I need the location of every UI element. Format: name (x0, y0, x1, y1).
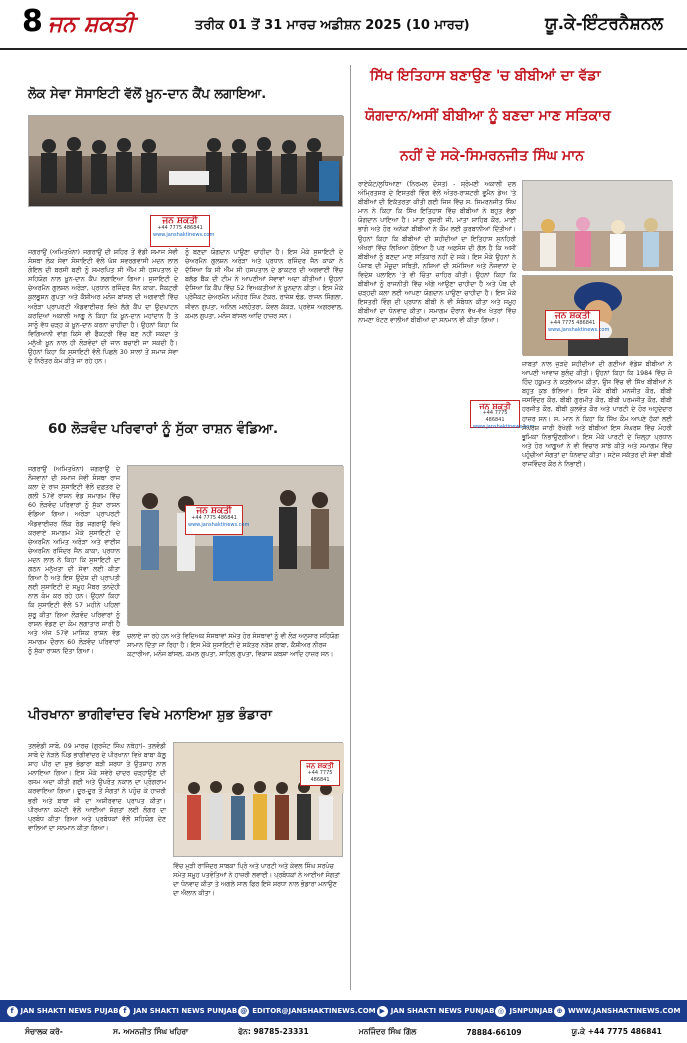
footer-label: JAN SHAKTI NEWS PUNJAB (133, 1007, 238, 1015)
credit-item: ਫੋਨ: 98785-23331 (238, 1027, 309, 1036)
footer-facebook-1[interactable] (7, 1006, 119, 1017)
footer-label: JAN SHAKTI NEWS PUNJAB (390, 1007, 495, 1015)
ad-url: www.janshaktinews.com (548, 327, 610, 333)
masthead (0, 0, 687, 50)
story4-photo-top (522, 180, 672, 270)
story4-col2: ਜ਼ਾਬਤਾਂ ਨਾਲ ਜੁੜਦੇ ਸ਼ਹੀਦੀਆਂ ਦੀ ਗਣੀਆਂ ਵੱਡੇਸ਼ ਬੀਬੀਆਂ ਨੇ ਆਪਣੀ ਆਵਾਜ਼ ਬੁਲੰਦ ਕੀਤੀ। ਉਹਨਾਂ ਕਿਹਾ ਕਿ 1984 ਵਿੱਚ ਜੋ ਹਿੰਦ ਹਕੂਮਤ ਨੇ ਕਤਲੇਆਮ ਕੀਤਾ, ਉਸ ਵਿੱਚ ਵੀ ਸਿੱਖ ਬੀਬੀਆਂ ਨੇ ਬਹੁਤ ਕੁਝ ਝੱਲਿਆ। ਇਸ ਮੌਕੇ ਬੀਬੀ ਮਨਜੀਤ ਕੌਰ, ਬੀਬੀ ਜਸਵਿੰਦਰ ਕੌਰ, ਬੀਬੀ ਗੁਰਮੀਤ ਕੌਰ, ਬੀਬੀ ਪਰਮਜੀਤ ਕੌਰ, ਬੀਬੀ ਹਰਜੀਤ ਕੌਰ, ਬੀਬੀ ਕੁਲਵੰਤ ਕੌਰ ਅਤੇ ਪਾਰਟੀ ਦੇ ਹੋਰ ਅਹੁਦੇਦਾਰ ਹਾਜ਼ਰ ਸਨ। ਸ. ਮਾਨ ਨੇ ਕਿਹਾ ਕਿ ਸਿੱਖ ਕੌਮ ਆਪਣੇ ਹੱਕਾਂ ਲਈ ਸੰਘਰਸ਼ ਜਾਰੀ ਰੱਖੇਗੀ ਅਤੇ ਬੀਬੀਆਂ ਇਸ ਸੰਘਰਸ਼ ਵਿੱਚ ਮੋਹਰੀ ਭੂਮਿਕਾ ਨਿਭਾਉਣਗੀਆਂ। ਇਸ ਮੌਕੇ ਪਾਰਟੀ ਦੇ ਜ਼ਿਲ੍ਹਾ ਪ੍ਰਧਾਨ ਅਤੇ ਹੋਰ ਆਗੂਆਂ ਨੇ ਵੀ ਵਿਚਾਰ ਸਾਂਝੇ ਕੀਤੇ ਅਤੇ ਸਮਾਗਮ ਵਿੱਚ ਪਹੁੰਚੀਆਂ ਸੰਗਤਾਂ ਦਾ ਧੰਨਵਾਦ ਕੀਤਾ। ਸਟੇਜ ਸਕੱਤਰ ਦੀ ਸੇਵਾ ਬੀਬੀ ਰਾਜਵਿੰਦਰ ਕੌਰ ਨੇ ਨਿਭਾਈ। (522, 361, 672, 469)
story2-headline: 60 ਲੋੜਵੰਦ ਪਰਿਵਾਰਾਂ ਨੂੰ ਸੁੱਕਾ ਰਾਸ਼ਨ ਵੰਡਿਆ. (48, 421, 279, 437)
youtube-icon: ▶ (377, 1006, 388, 1017)
story1-ad-badge (150, 215, 215, 247)
footer-label: EDITOR@JANSHAKTINEWS.COM (252, 1007, 376, 1015)
ad-phone: +44 7775 486841 (191, 515, 237, 521)
brand-logo: ਜਨ ਸ਼ਕਤੀ (48, 12, 135, 37)
story4-col1: ਰਾਏਕੋਟ/ਲੁਧਿਆਣਾ (ਨਿਰਮਲ ਦੋਸਤ) - ਸ਼੍ਰੋਮਣੀ ਅਕਾਲੀ ਦਲ ਅੰਮ੍ਰਿਤਸਰ ਦੇ ਇਸਤਰੀ ਵਿੰਗ ਵੱਲੋਂ ਅੰਤਰ-ਰਾਸ਼ਟਰੀ ਵੂਮੈਨ ਡੇਅ 'ਤੇ ਬੀਬੀਆਂ ਦੀ ਇਕੱਤਰਤਾ ਕੀਤੀ ਗਈ ਜਿਸ ਵਿੱਚ ਸ. ਸਿਮਰਨਜੀਤ ਸਿੰਘ ਮਾਨ ਨੇ ਕਿਹਾ ਕਿ ਸਿੱਖ ਇਤਿਹਾਸ ਵਿੱਚ ਬੀਬੀਆਂ ਨੇ ਬਹੁਤ ਵੱਡਾ ਯੋਗਦਾਨ ਪਾਇਆ ਹੈ। ਮਾਤਾ ਗੁਜਰੀ ਜੀ, ਮਾਤਾ ਸਾਹਿਬ ਕੌਰ, ਮਾਈ ਭਾਗੋ ਅਤੇ ਹੋਰ ਅਨੇਕਾਂ ਬੀਬੀਆਂ ਨੇ ਕੌਮ ਲਈ ਕੁਰਬਾਨੀਆਂ ਦਿੱਤੀਆਂ। ਉਹਨਾਂ ਕਿਹਾ ਕਿ ਬੀਬੀਆਂ ਦੀ ਸ਼ਹੀਦੀਆਂ ਦਾ ਇਤਿਹਾਸ ਸੁਨਹਿਰੀ ਅੱਖਰਾਂ ਵਿੱਚ ਲਿਖਿਆ ਹੋਇਆ ਹੈ ਪਰ ਅਫ਼ਸੋਸ ਦੀ ਗੱਲ ਹੈ ਕਿ ਅਸੀਂ ਬੀਬੀਆਂ ਨੂੰ ਬਣਦਾ ਮਾਣ ਸਤਿਕਾਰ ਨਹੀਂ ਦੇ ਸਕੇ। ਇਸ ਮੌਕੇ ਉਹਨਾਂ ਨੇ ਪੰਜਾਬ ਦੀ ਮੌਜੂਦਾ ਸਥਿਤੀ, ਨਸ਼ਿਆਂ ਦੀ ਸਮੱਸਿਆ ਅਤੇ ਨੌਜਵਾਨਾਂ ਦੇ ਵਿਦੇਸ਼ ਪਲਾਇਨ 'ਤੇ ਵੀ ਚਿੰਤਾ ਜ਼ਾਹਿਰ ਕੀਤੀ। ਉਹਨਾਂ ਕਿਹਾ ਕਿ ਬੀਬੀਆਂ ਨੂੰ ਰਾਜਨੀਤੀ ਵਿੱਚ ਅੱਗੇ ਆਉਣਾ ਚਾਹੀਦਾ ਹੈ ਅਤੇ ਪੰਥ ਦੀ ਚੜ੍ਹਦੀ ਕਲਾ ਲਈ ਆਪਣਾ ਯੋਗਦਾਨ ਪਾਉਣਾ ਚਾਹੀਦਾ ਹੈ। ਇਸ ਮੌਕੇ ਇਸਤਰੀ ਵਿੰਗ ਦੀ ਪ੍ਰਧਾਨ ਬੀਬੀ ਨੇ ਵੀ ਸੰਬੋਧਨ ਕੀਤਾ ਅਤੇ ਸਮੂਹ ਬੀਬੀਆਂ ਦਾ ਧੰਨਵਾਦ ਕੀਤਾ। ਸਮਾਗਮ ਦੌਰਾਨ ਵੱਖ-ਵੱਖ ਖੇਤਰਾਂ ਵਿੱਚ ਨਾਮਣਾ ਖੱਟਣ ਵਾਲੀਆਂ ਬੀਬੀਆਂ ਦਾ ਸਨਮਾਨ ਵੀ ਕੀਤਾ ਗਿਆ। (358, 181, 516, 325)
ad-logo: ਜਨ ਸ਼ਕਤੀ (162, 216, 198, 226)
ad-logo: ਜਨ ਸ਼ਕਤੀ (306, 762, 334, 770)
footer-social-bar (0, 1000, 687, 1022)
footer-label: JAN SHAKTI NEWS PUJAB (20, 1007, 119, 1015)
globe-icon: ⊕ (554, 1006, 565, 1017)
story1-col1: ਜਗਰਾਉਂ (ਅਮਿਤਖੰਨਾ) ਜਗਰਾਉਂ ਦੀ ਸ਼ਹਿਰ ਤੋਂ ਵੱਡੀ ਸਮਾਜ ਸੇਵੀ ਸੰਸਥਾ ਲੋਕ ਸੇਵਾ ਸੋਸਾਇਟੀ ਵੱਲੋਂ ਘੱਸ ਸਵਰਗਵਾਸੀ ਮਦਨ ਲਾਲ ਗੋਇਲ ਦੀ ਬਰਸੀ ਬਣੀ ਨੂੰ ਸਮਰਪਿਤ ਸੀ ਐੱਮ ਸੀ ਹਸਪਤਾਲ ਦੇ ਸਹਿਯੋਗ ਨਾਲ ਖ਼ੂਨ-ਦਾਨ ਕੈਂਪ ਲਗਾਇਆ ਗਿਆ। ਸੁਸਾਇਟੀ ਦੇ ਚੇਅਰਮੈਨ ਗੁਲਸ਼ਨ ਅਰੋੜਾ, ਪ੍ਰਧਾਨ ਰਜਿੰਦਰ ਜੈਨ ਕਾਕਾ, ਸੈਕਟਰੀ ਕੁਲਭੂਸ਼ਨ ਗੁਪਤਾ ਅਤੇ ਕੈਸ਼ੀਅਰ ਮਨੋਜ ਬਾਂਸਲ ਦੀ ਅਗਵਾਈ ਵਿੱਚ ਅਰੋੜਾ ਪ੍ਰਾਪਰਟੀ ਐਡਵਾਈਜ਼ਰ ਵਿਖੇ ਲੱਗੇ ਕੈਂਪ ਦਾ ਉਦਘਾਟਨ ਕਰਦਿਆਂ ਅਕਾਲੀ ਆਗੂ ਨੇ ਕਿਹਾ ਕਿ ਖ਼ੂਨ-ਦਾਨ ਮਹਾਂਦਾਨ ਹੈ ਤੇ ਸਾਨੂੰ ਵੱਧ ਚੜ੍ਹ ਕੇ ਖ਼ੂਨ-ਦਾਨ ਕਰਨਾ ਚਾਹੀਦਾ ਹੈ। ਉਹਨਾਂ ਕਿਹਾ ਕਿ ਵਿਗਿਆਨੀ ਵਾਂਗ ਕਿਸੇ ਵੀ ਫੈਕਟਰੀ ਵਿੱਚ ਬਣ ਨਹੀਂ ਸਕਦਾ ਤੇ ਮਨੁੱਖੀ ਖ਼ੂਨ ਨਾਲ ਹੀ ਲੋੜਵੰਦਾਂ ਦੀ ਜਾਨ ਬਚਾਈ ਜਾ ਸਕਦੀ ਹੈ। ਉਹਨਾਂ ਕਿਹਾ ਕਿ ਸੁਸਾਇਟੀ ਵੱਲੋਂ ਪਿਛਲੇ 30 ਸਾਲਾਂ ਤੋਂ ਸਮਾਜ ਸੇਵਾ ਦੇ ਨਿਰੰਤਰ ਕੰਮ ਕੀਤੇ ਜਾ ਰਹੇ ਹਨ। (28, 249, 178, 366)
story2-photo (127, 465, 343, 625)
ad-logo: ਜਨ ਸ਼ਕਤੀ (479, 402, 511, 411)
story4-ad-badge-top (545, 310, 610, 340)
story4-headline-line2: ਯੋਗਦਾਨ/ਅਸੀਂ ਬੀਬੀਆ ਨੂੰ ਬਣਦਾ ਮਾਣ ਸਤਿਕਾਰ (365, 108, 611, 124)
ad-phone: +44 7775 486841 (549, 320, 596, 326)
ad-phone: +44 7775 486841 (157, 225, 203, 231)
column-divider (350, 65, 351, 990)
story4-ad-badge-mid (470, 400, 535, 430)
story2-col1: ਜਗਰਾਉਂ (ਅਮਿਤਖੰਨਾ) ਜਗਰਾਉਂ ਦੇ ਨੌਜਵਾਨਾਂ ਦੀ ਸਮਾਜ ਸੇਵੀ ਸੰਸਥਾ ਰਾਜ ਕਲਾ ਦੇ ਰਾਜ ਸੁਸਾਇਟੀ ਵੱਲੋਂ ਦਫ਼ਤਰ ਦੇ ਗਲੀ 57ਵੇਂ ਰਾਸ਼ਨ ਵੰਡ ਸਮਾਗਮ ਵਿੱਚ 60 ਲੋੜਵੰਦ ਪਰਿਵਾਰਾਂ ਨੂੰ ਸੁੱਕਾ ਰਾਸ਼ਨ ਵੰਡਿਆ ਗਿਆ। ਅਰੋੜਾ ਪ੍ਰਾਪਰਟੀ ਐਡਵਾਈਜ਼ਰ ਲਿੰਕ ਰੋਡ ਜਗਰਾਉਂ ਵਿਖੇ ਕਰਵਾਏ ਸਮਾਗਮ ਮੌਕੇ ਸੁਸਾਇਟੀ ਦੇ ਚੇਅਰਮੈਨ ਅਮਿਤ ਅਰੋੜਾ ਅਤੇ ਵਾਈਸ ਚੇਅਰਮੈਨ ਰਜਿੰਦਰ ਜੈਨ ਕਾਕਾ, ਪ੍ਰਧਾਨ ਮਦਨ ਲਾਲ ਨੇ ਕਿਹਾ ਕਿ ਸੁਸਾਇਟੀ ਦਾ ਗਠਨ ਮਨੁੱਖਤਾ ਦੀ ਸੇਵਾ ਲਈ ਕੀਤਾ ਗਿਆ ਹੈ ਅਤੇ ਇਸ ਉਦੇਸ਼ ਦੀ ਪ੍ਰਾਪਤੀ ਲਈ ਸੁਸਾਇਟੀ ਦੇ ਸਮੂਹ ਮੈਂਬਰ ਤਨਦੇਹੀ ਨਾਲ ਕੰਮ ਕਰ ਰਹੇ ਹਨ। ਉਹਨਾਂ ਕਿਹਾ ਕਿ ਸੁਸਾਇਟੀ ਵੱਲੋਂ 57 ਮਹੀਨੇ ਪਹਿਲਾਂ ਸ਼ੁਰੂ ਕੀਤਾ ਗਿਆ ਲੋੜਵੰਦ ਪਰਿਵਾਰਾਂ ਨੂੰ ਰਾਸ਼ਨ ਵੰਡਣ ਦਾ ਕੰਮ ਲਗਾਤਾਰ ਜਾਰੀ ਹੈ ਅਤੇ ਅੱਜ 57ਵੇਂ ਮਾਸਿਕ ਰਾਸ਼ਨ ਵੰਡ ਸਮਾਗਮ ਦੌਰਾਨ 60 ਲੋੜਵੰਦ ਪਰਿਵਾਰਾਂ ਨੂੰ ਸੁੱਕਾ ਰਾਸ਼ਨ ਦਿੱਤਾ ਗਿਆ। (28, 466, 120, 655)
ad-logo: ਜਨ ਸ਼ਕਤੀ (196, 506, 232, 516)
story3-ad-badge (300, 760, 340, 786)
story2-ad-badge (185, 505, 250, 535)
ad-logo: ਜਨ ਸ਼ਕਤੀ (554, 311, 591, 321)
footer-label: WWW.JANSHAKTINEWS.COM (568, 1007, 681, 1015)
footer-instagram[interactable] (495, 1006, 553, 1017)
story1-photo (28, 115, 343, 207)
story3-headline: ਪੀਰਖਾਨਾ ਭਾਗੀਵਾਂਦਰ ਵਿਖੇ ਮਨਾਇਆ ਸ਼ੁਭ ਭੰਡਾਰਾ (28, 707, 272, 723)
footer-email[interactable] (238, 1006, 375, 1017)
page-number: 8 (22, 4, 43, 39)
ad-url: www.janshaktinews.com (473, 424, 535, 430)
ad-phone: +44 7775 486841 (482, 410, 508, 423)
email-icon: @ (240, 1006, 248, 1015)
footer-credits (0, 1024, 687, 1040)
ad-url: www.janshaktinews.com (188, 522, 250, 528)
facebook-icon: f (119, 1006, 130, 1017)
ad-url: www.janshaktinews.com (153, 232, 215, 238)
edition-label: ਯੂ.ਕੇ-ਇੰਟਰਨੈਸ਼ਨਲ (545, 14, 663, 34)
footer-label: JSNPUNJAB (509, 1007, 554, 1015)
ad-phone: +44 7775 486841 (307, 770, 333, 783)
ration-distribution-photo (128, 466, 344, 626)
footer-facebook-2[interactable] (119, 1006, 237, 1017)
footer-website[interactable] (554, 1006, 680, 1017)
credit-item: 78884-66109 (466, 1027, 522, 1037)
story4-headline-line1: ਸਿੱਖ ਇਤਿਹਾਸ ਬਣਾਉਣ 'ਚ ਬੀਬੀਆਂ ਦਾ ਵੱਡਾ (370, 68, 601, 84)
instagram-icon: ◎ (495, 1006, 506, 1017)
footer-youtube[interactable] (377, 1006, 495, 1017)
credit-item: ਸੰਚਾਲਕ ਕਰੋ- (25, 1027, 63, 1036)
story2-caption: ਚਲਾਏ ਜਾ ਰਹੇ ਹਨ ਅਤੇ ਵਿਦਿਅਕ ਸੰਸਥਾਵਾਂ ਸਮੇਤ ਹੋਰ ਸੰਸਥਾਵਾਂ ਨੂੰ ਵੀ ਲੋੜ ਅਨੁਸਾਰ ਸਹਿਯੋਗ ਸਾਮਾਨ ਦਿੱਤਾ ਜਾ ਰਿਹਾ ਹੈ। ਇਸ ਮੌਕੇ ਸੁਸਾਇਟੀ ਦੇ ਸਕੱਤਰ ਨਰੇਸ਼ ਗਾਬਾ, ਕੈਸ਼ੀਅਰ ਨੀਰਜ ਕਟਾਰੀਆ, ਮਨੋਜ ਬਾਂਸਲ, ਕਮਲ ਗੁਪਤਾ, ਸਾਹਿਲ ਗੁਪਤਾ, ਵਿਕਾਸ ਕਥਸ਼ਾ ਆਦਿ ਹਾਜ਼ਰ ਸਨ। (127, 633, 339, 659)
credit-item: ਯੂ.ਕੇ +44 7775 486841 (571, 1027, 662, 1036)
story1-headline: ਲੋਕ ਸੇਵਾ ਸੋਸਾਇਟੀ ਵੱਲੋਂ ਖ਼ੂਨ-ਦਾਨ ਕੈਂਪ ਲਗਾਇਆ. (28, 87, 267, 102)
story3-caption: ਵਿੱਚ ਮੁੜੀ ਰਾਜਿੰਦਰ ਸਾਬਕਾ ਪ੍ਰਿੰ ਅਤੇ ਪਾਰਟੀ ਅਤੇ ਕੇਵਲ ਸਿੰਘ ਸਰਪੰਚ ਸਮੇਤ ਸਮੂਹ ਪਤਵੰਤਿਆਂ ਨੇ ਹਾਜ਼ਰੀ ਲਵਾਈ। ਪ੍ਰਬੰਧਕਾਂ ਨੇ ਆਈਆਂ ਸੰਗਤਾਂ ਦਾ ਧੰਨਵਾਦ ਕੀਤਾ ਤੇ ਅਗਲੇ ਸਾਲ ਫਿਰ ਇਸੇ ਸ਼ਰਧਾ ਨਾਲ ਭੰਡਾਰਾ ਮਨਾਉਣ ਦਾ ਐਲਾਨ ਕੀਤਾ। (173, 863, 340, 898)
facebook-icon: f (7, 1006, 18, 1017)
story1-col2: ਨੂੰ ਬਣਦਾ ਯੋਗਦਾਨ ਪਾਉਣਾ ਚਾਹੀਦਾ ਹੈ। ਇਸ ਮੌਕੇ ਸੁਸਾਇਟੀ ਦੇ ਚੇਅਰਮੈਨ ਗੁਲਸ਼ਨ ਅਰੋੜਾ ਅਤੇ ਪ੍ਰਧਾਨ ਰਜਿੰਦਰ ਜੈਨ ਕਾਕਾ ਨੇ ਦੱਸਿਆ ਕਿ ਸੀ ਐੱਮ ਸੀ ਹਸਪਤਾਲ ਦੇ ਡਾਕਟਰ ਦੀ ਅਗਵਾਈ ਵਿੱਚ ਬਲੱਡ ਬੈਂਕ ਦੀ ਟੀਮ ਨੇ ਆਪਣੀਆਂ ਸੇਵਾਵਾਂ ਅਦਾ ਕੀਤੀਆਂ। ਉਹਨਾਂ ਦੱਸਿਆ ਕਿ ਕੈਂਪ ਵਿੱਚ 52 ਵਿਅਕਤੀਆਂ ਨੇ ਖ਼ੂਨਦਾਨ ਕੀਤਾ। ਇਸ ਮੌਕੇ ਪ੍ਰੋਜੈਕਟ ਚੇਅਰਮੈਨ ਮਨੋਹਰ ਸਿੰਘ ਟੱਕਰ, ਰਾਜੇਸ਼ ਢੰਡ, ਰਾਜਨ ਸਿੰਗਲਾ, ਜੀਵਨ ਗੁਪਤਾ, ਅਨਿਲ ਮਲਹੋਤਰਾ, ਕੰਵਲ ਕੱਕੜ, ਪ੍ਰਵੇਸ਼ ਅਗਰਵਾਲ, ਕਮਲ ਗੁਪਤਾ, ਮਨੋਜ ਬਾਂਸਲ ਆਦਿ ਹਾਜ਼ਰ ਸਨ। (185, 249, 343, 320)
story3-col1: ਤਲਵੰਡੀ ਸਾਬੋ, 09 ਮਾਰਚ (ਗੁਰਜੰਟ ਸਿੰਘ ਨਥੇਹਾ)- ਤਲਵੰਡੀ ਸਾਬੋ ਦੇ ਨੇੜਲੇ ਪਿੰਡ ਭਾਗੀਵਾਂਦਰ ਦੇ ਪੀਰਖਾਨਾ ਵਿਖੇ ਬਾਬਾ ਕੱਲੂ ਸ਼ਾਹ ਪੀਰ ਦਾ ਸ਼ੁਭ ਭੰਡਾਰਾ ਬੜੀ ਸ਼ਰਧਾ ਤੇ ਉਤਸ਼ਾਹ ਨਾਲ ਮਨਾਇਆ ਗਿਆ। ਇਸ ਮੌਕੇ ਸਵੇਰੇ ਚਾਦਰ ਚੜ੍ਹਾਉਣ ਦੀ ਰਸਮ ਅਦਾ ਕੀਤੀ ਗਈ ਅਤੇ ਉਪਰੰਤ ਨਕਾਲ ਦਾ ਪ੍ਰੋਗਰਾਮ ਕਰਵਾਇਆ ਗਿਆ। ਦੂਰ-ਦੂਰ ਤੋਂ ਸੰਗਤਾਂ ਨੇ ਪਹੁੰਚ ਕੇ ਹਾਜ਼ਰੀ ਭਰੀ ਅਤੇ ਬਾਬਾ ਜੀ ਦਾ ਅਸ਼ੀਰਵਾਦ ਪ੍ਰਾਪਤ ਕੀਤਾ। ਪੀਰਖਾਨਾ ਕਮੇਟੀ ਵੱਲੋਂ ਆਈਆਂ ਸੰਗਤਾਂ ਲਈ ਲੰਗਰ ਦਾ ਪ੍ਰਬੰਧ ਕੀਤਾ ਗਿਆ ਅਤੇ ਪ੍ਰਬੰਧਕਾਂ ਵੱਲੋਂ ਸਹਿਯੋਗ ਦੇਣ ਵਾਲਿਆਂ ਦਾ ਸਨਮਾਨ ਕੀਤਾ ਗਿਆ। (28, 743, 166, 832)
women-gathering-photo (523, 181, 673, 271)
credit-item: ਮਨਜਿੰਦਰ ਸਿੰਘ ਗਿੱਲ (358, 1027, 417, 1036)
credit-item: ਸ. ਅਮਨਜੀਤ ਸਿੰਘ ਖਹਿਰਾ (112, 1027, 189, 1036)
blood-camp-group-photo (29, 116, 344, 208)
date-line: ਤਰੀਕ 01 ਤੋਂ 31 ਮਾਰਚ ਅਡੀਸ਼ਨ 2025 (10 ਮਾਰਚ) (195, 18, 470, 33)
story4-headline-line3: ਨਹੀਂ ਦੇ ਸਕੇ-ਸਿਮਰਨਜੀਤ ਸਿੰਘ ਮਾਨ (400, 148, 585, 164)
